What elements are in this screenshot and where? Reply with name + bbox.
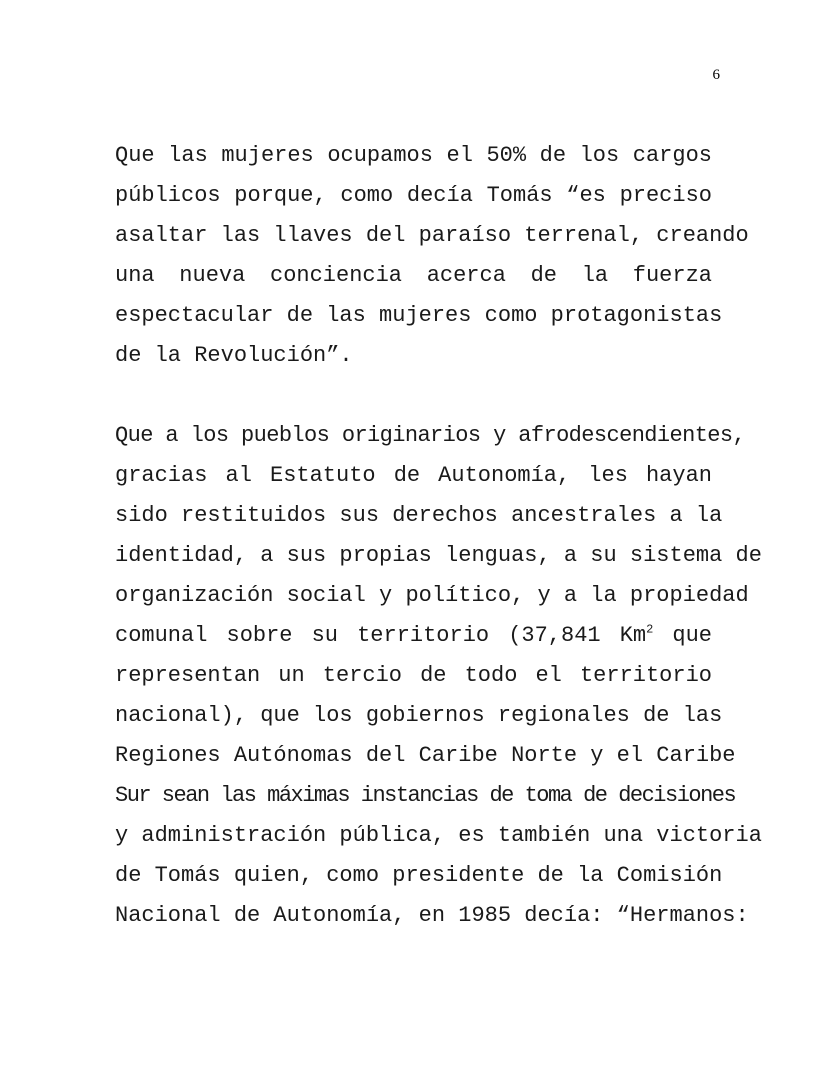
text-line: públicos porque, como decía Tomás “es preciso bbox=[115, 183, 712, 208]
text-line bbox=[115, 616, 712, 656]
text-line: sido restituidos sus derechos ancestrales a la bbox=[115, 503, 723, 528]
text-line: una nueva conciencia acerca de la fuerza bbox=[115, 263, 712, 288]
text-fragment: que bbox=[672, 623, 713, 648]
paragraph-gap bbox=[115, 376, 712, 416]
text-line: de la Revolución”. bbox=[115, 343, 353, 368]
superscript-exponent: 2 bbox=[646, 622, 654, 637]
text-line: Sur sean las máximas instancias de toma de decisiones bbox=[115, 783, 736, 808]
paragraph-1 bbox=[115, 136, 749, 376]
text-line: nacional), que los gobiernos regionales de las bbox=[115, 703, 723, 728]
text-line: de Tomás quien, como presidente de la Comisión bbox=[115, 863, 723, 888]
text-line: Regiones Autónomas del Caribe Norte y el Caribe bbox=[115, 743, 736, 768]
text-line: Que las mujeres ocupamos el 50% de los cargos bbox=[115, 143, 712, 168]
text-line: gracias al Estatuto de Autonomía, les hayan bbox=[115, 463, 712, 488]
text-line: espectacular de las mujeres como protagonistas bbox=[115, 303, 723, 328]
text-line: Que a los pueblos originarios y afrodescendientes, bbox=[115, 423, 746, 448]
text-line: y administración pública, es también una victoria bbox=[115, 823, 762, 848]
text-line: organización social y político, y a la propiedad bbox=[115, 583, 749, 608]
text-line: Nacional de Autonomía, en 1985 decía: “Hermanos: bbox=[115, 903, 749, 928]
paragraph-2 bbox=[115, 416, 762, 936]
text-line: asaltar las llaves del paraíso terrenal, creando bbox=[115, 223, 749, 248]
text-fragment: comunal sobre su territorio (37,841 Km bbox=[115, 623, 647, 648]
page-number: 6 bbox=[712, 67, 720, 83]
text-line: representan un tercio de todo el territorio bbox=[115, 663, 712, 688]
text-line: identidad, a sus propias lenguas, a su sistema de bbox=[115, 543, 762, 568]
document-body bbox=[115, 136, 762, 936]
